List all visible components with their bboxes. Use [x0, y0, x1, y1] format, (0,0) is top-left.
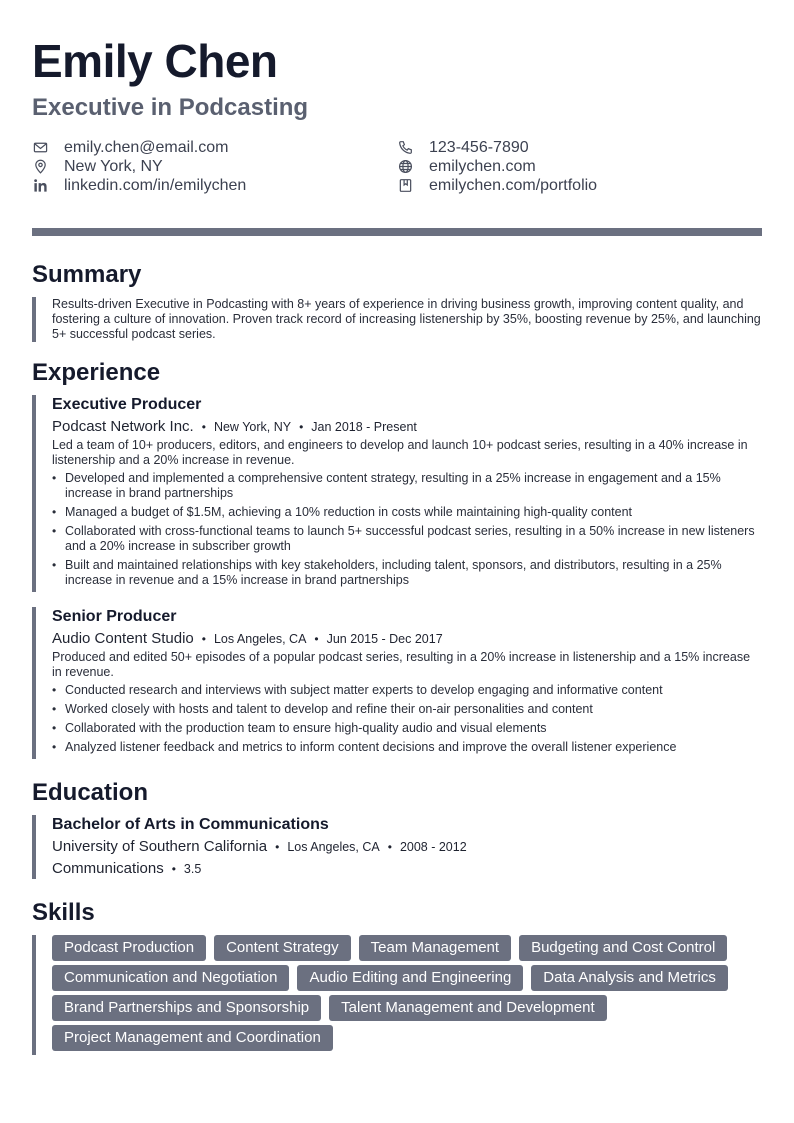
job-company: Podcast Network Inc.: [52, 418, 194, 435]
separator-dot: •: [275, 840, 280, 854]
education-gpa: 3.5: [183, 862, 202, 876]
skill-chip: Team Management: [359, 935, 511, 961]
contact-linkedin[interactable]: [32, 176, 246, 195]
school-name: University of Southern California: [52, 838, 268, 855]
phone-icon: [397, 140, 413, 156]
skill-chip: Podcast Production: [52, 935, 206, 961]
skills-heading: Skills: [32, 899, 95, 926]
skill-chip: Project Management and Coordination: [52, 1025, 333, 1051]
header-divider: [32, 228, 762, 236]
candidate-headline: Executive in Podcasting: [32, 94, 309, 121]
linkedin-icon: [32, 178, 48, 194]
job-bullets: [52, 683, 762, 755]
summary-text: Results-driven Executive in Podcasting with 8+ years of experience in driving business growth, improving content quality, and fostering a culture of innovation. Proven track record of increasing listenership by 35%, boosting revenue by 25%, and launching 5+ successful podcast series.: [52, 297, 761, 341]
job-description: Produced and edited 50+ episodes of a popular podcast series, resulting in a 20% increase in listenership and a 15% increase in revenue.: [52, 650, 751, 679]
contact-location-text: New York, NY: [64, 157, 163, 175]
list-item: • Collaborated with cross-functional teams to launch 5+ successful podcast series, resulting in a 50% increase in new listeners and a 20% increase in subscriber growth: [52, 524, 762, 554]
job-meta: [52, 629, 762, 649]
separator-dot: •: [201, 632, 206, 646]
list-item: • Built and maintained relationships with key stakeholders, including talent, sponsors, and distributors, resulting in a 25% increase in revenue and a 15% increase in brand partnerships: [52, 558, 762, 588]
portfolio-icon: [397, 178, 413, 194]
experience-heading: Experience: [32, 359, 161, 386]
separator-dot: •: [314, 632, 319, 646]
skill-chip: Brand Partnerships and Sponsorship: [52, 995, 321, 1021]
skill-chip: Content Strategy: [214, 935, 351, 961]
contact-linkedin-text: linkedin.com/in/emilychen: [64, 176, 247, 194]
skill-chip: Data Analysis and Metrics: [531, 965, 728, 991]
email-icon: [32, 140, 48, 156]
job-entry: [32, 395, 762, 592]
summary-heading: Summary: [32, 261, 142, 288]
job-location: Los Angeles, CA: [213, 632, 307, 646]
job-meta: [52, 417, 762, 437]
job-company: Audio Content Studio: [52, 630, 194, 647]
contact-portfolio-text: emilychen.com/portfolio: [429, 176, 598, 194]
candidate-name: Emily Chen: [32, 35, 278, 87]
skill-chip: Communication and Negotiation: [52, 965, 289, 991]
skill-chip: Talent Management and Development: [329, 995, 607, 1021]
list-item: • Collaborated with the production team to ensure high-quality audio and visual elements: [52, 721, 762, 736]
job-location: New York, NY: [213, 420, 292, 434]
education-field-row: [52, 859, 762, 879]
skills-block: [32, 935, 762, 1055]
job-dates: Jun 2015 - Dec 2017: [326, 632, 443, 646]
education-meta: [52, 837, 762, 857]
contact-email-text: emily.chen@email.com: [64, 138, 229, 156]
contact-website-text: emilychen.com: [429, 157, 536, 175]
separator-dot: •: [387, 840, 392, 854]
contact-email[interactable]: [32, 138, 228, 157]
job-description: Led a team of 10+ producers, editors, and engineers to develop and launch 10+ podcast series, resulting in a 40% increase in listenership and a 20% increase in revenue.: [52, 438, 748, 467]
degree-title: Bachelor of Arts in Communications: [52, 816, 329, 833]
resume-page: [32, 30, 762, 1046]
location-icon: [32, 159, 48, 175]
school-location: Los Angeles, CA: [287, 840, 380, 854]
job-role: Executive Producer: [52, 396, 202, 413]
separator-dot: •: [299, 420, 304, 434]
job-role: Senior Producer: [52, 608, 177, 625]
list-item: • Analyzed listener feedback and metrics to inform content decisions and improve the overall listener experience: [52, 740, 762, 755]
summary-block: [32, 297, 762, 342]
job-dates: Jan 2018 - Present: [311, 420, 417, 434]
contact-info: [32, 138, 762, 200]
job-entry: [32, 607, 762, 759]
education-entry: [32, 815, 762, 879]
education-field: Communications: [52, 860, 164, 877]
contact-website[interactable]: [397, 157, 536, 176]
education-dates: 2008 - 2012: [399, 840, 467, 854]
contact-phone-text: 123-456-7890: [429, 138, 529, 156]
globe-icon: [397, 159, 413, 175]
skill-chip: Audio Editing and Engineering: [297, 965, 523, 991]
skills-list: [52, 935, 752, 1055]
list-item: • Worked closely with hosts and talent to develop and refine their on-air personalities and content: [52, 702, 762, 717]
job-bullets: [52, 471, 762, 588]
contact-phone[interactable]: [397, 138, 529, 157]
list-item: • Developed and implemented a comprehensive content strategy, resulting in a 25% increase in engagement and a 15% increase in brand partnerships: [52, 471, 762, 501]
list-item: • Conducted research and interviews with subject matter experts to develop engaging and informative content: [52, 683, 762, 698]
skill-chip: Budgeting and Cost Control: [519, 935, 727, 961]
contact-location: [32, 157, 163, 176]
list-item: • Managed a budget of $1.5M, achieving a 10% reduction in costs while maintaining high-quality content: [52, 505, 762, 520]
education-heading: Education: [32, 779, 149, 806]
contact-portfolio[interactable]: [397, 176, 597, 195]
separator-dot: •: [171, 862, 176, 876]
separator-dot: •: [201, 420, 206, 434]
